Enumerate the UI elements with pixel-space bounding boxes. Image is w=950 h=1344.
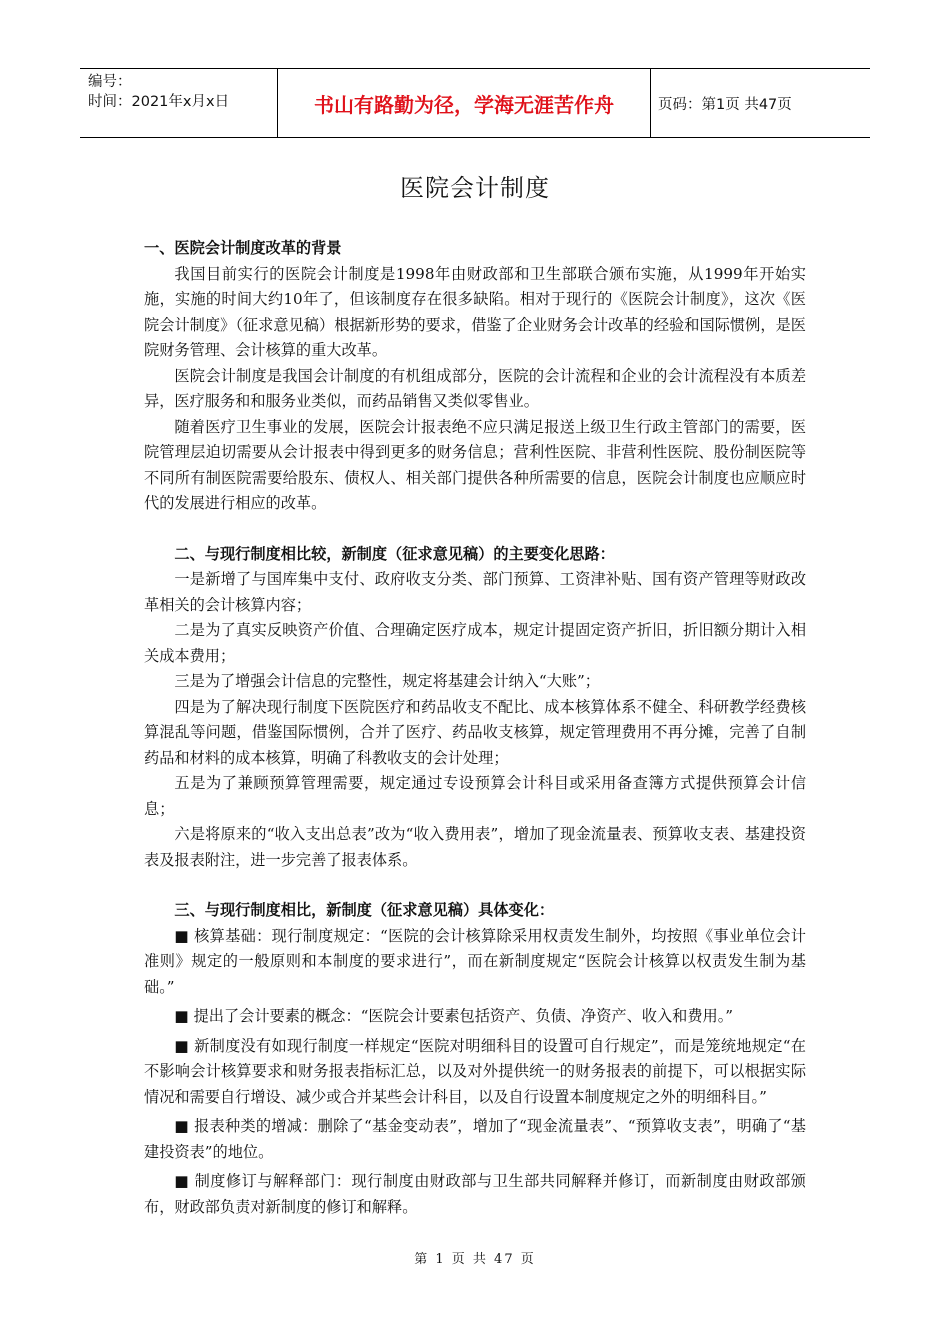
- section-heading-2: 二、与现行制度相比较，新制度（征求意见稿）的主要变化思路：: [174, 544, 615, 563]
- header-motto: 书山有路勤为径，学海无涯苦作舟: [278, 69, 651, 137]
- document-date-label: 时间：2021年x月x日: [88, 94, 230, 110]
- page-footer: 第 1 页 共 47 页: [414, 1252, 536, 1267]
- header-page-info: 页码：第1页 共47页: [658, 97, 792, 113]
- section-2-paragraph: 一是新增了与国库集中支付、政府收支分类、部门预算、工资津补贴、国有资产管理等财政改革相关的会计核算内容；: [144, 570, 806, 614]
- section-2-paragraph: 四是为了解决现行制度下医院医疗和药品收支不配比、成本核算体系不健全、科研教学经费核算混乱等问题，借鉴国际惯例，合并了医疗、药品收支核算，规定管理费用不再分摊，完善了自制药品和材料的成本核算，明确了科教收支的会计处理；: [144, 697, 806, 767]
- header-meta-cell: [80, 69, 278, 137]
- section-3-paragraph: ■ 制度修订与解释部门：现行制度由财政部与卫生部共同解释并修订，而新制度由财政部颁布，财政部负责对新制度的修订和解释。: [144, 1172, 806, 1216]
- section-2-paragraph: 三是为了增强会计信息的完整性，规定将基建会计纳入“大账”；: [174, 672, 600, 690]
- document-body: [144, 236, 806, 1220]
- document-number-label: 编号：: [88, 74, 132, 90]
- section-2-paragraph: 二是为了真实反映资产价值、合理确定医疗成本，规定计提固定资产折旧，折旧额分期计入相关成本费用；: [144, 621, 806, 665]
- section-3-paragraph: ■ 核算基础：现行制度规定：“医院的会计核算除采用权责发生制外，均按照《事业单位会计准则》规定的一般原则和本制度的要求进行”，而在新制度规定“医院会计核算以权责发生制为基础。”: [144, 926, 806, 996]
- section-1-paragraph: 医院会计制度是我国会计制度的有机组成部分，医院的会计流程和企业的会计流程没有本质差异，医疗服务和和服务业类似，而药品销售又类似零售业。: [144, 366, 806, 410]
- section-3-paragraph: ■ 新制度没有如现行制度一样规定“医院对明细科目的设置可自行规定”，而是笼统地规定“在不影响会计核算要求和财务报表指标汇总，以及对外提供统一的财务报表的前提下，可以根据实际情况和需要自行增设、减少或合并某些会计科目，以及自行设置本制度规定之外的明细科目。”: [144, 1036, 806, 1106]
- section-heading-1: 一、医院会计制度改革的背景: [144, 239, 342, 257]
- section-3-paragraph: ■ 报表种类的增减：删除了“基金变动表”，增加了“现金流量表”、“预算收支表”，明确了“基建投资表”的地位。: [144, 1117, 806, 1161]
- section-2-paragraph: 六是将原来的“收入支出总表”改为“收入费用表”，增加了现金流量表、预算收支表、基建投资表及报表附注，进一步完善了报表体系。: [144, 825, 806, 869]
- section-heading-3: 三、与现行制度相比，新制度（征求意见稿）具体变化：: [174, 901, 555, 919]
- section-2-paragraph: 五是为了兼顾预算管理需要，规定通过专设预算会计科目或采用备查簿方式提供预算会计信息；: [144, 774, 806, 818]
- page-title: 医院会计制度: [400, 174, 550, 202]
- section-1-paragraph: 随着医疗卫生事业的发展，医院会计报表绝不应只满足报送上级卫生行政主管部门的需要，医院管理层迫切需要从会计报表中得到更多的财务信息；营利性医院、非营利性医院、股份制医院等不同所有制医院需要给股东、债权人、相关部门提供各种所需要的信息，医院会计制度也应顺应时代的发展进行相应的改革。: [144, 417, 806, 512]
- header-table: [80, 68, 870, 138]
- section-1-paragraph: 我国目前实行的医院会计制度是1998年由财政部和卫生部联合颁布实施，从1999年开始实施，实施的时间大约10年了，但该制度存在很多缺陷。相对于现行的《医院会计制度》，这次《医院会计制度》（征求意见稿）根据新形势的要求，借鉴了企业财务会计改革的经验和国际惯例，是医院财务管理、会计核算的重大改革。: [144, 264, 806, 359]
- section-3-paragraph: ■ 提出了会计要素的概念：“医院会计要素包括资产、负债、净资产、收入和费用。”: [174, 1007, 734, 1025]
